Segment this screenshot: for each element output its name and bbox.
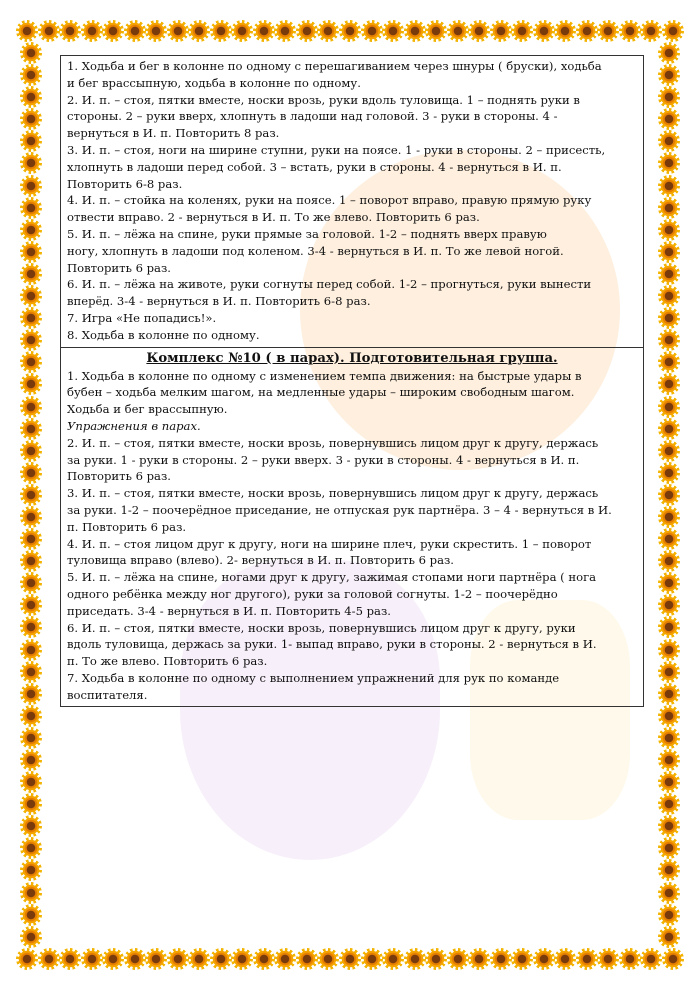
sunflower-icon	[298, 950, 316, 968]
sunflower-icon	[22, 287, 40, 305]
sunflower-icon	[233, 950, 251, 968]
sunflower-icon	[61, 950, 79, 968]
text-line: туловища вправо (влево). 2- вернуться в И. п. Повторить 6 раз.	[67, 553, 454, 568]
text-line: хлопнуть в ладоши перед собой. 3 – встать, руки в стороны. 4 - вернуться в И. п.	[67, 159, 562, 174]
sunflower-icon	[642, 22, 660, 40]
flower-border-bottom	[18, 946, 682, 972]
sunflower-icon	[660, 464, 678, 482]
sunflower-icon	[660, 486, 678, 504]
sunflower-icon	[427, 950, 445, 968]
sunflower-icon	[513, 22, 531, 40]
sunflower-icon	[18, 950, 36, 968]
sunflower-icon	[22, 177, 40, 195]
sunflower-icon	[22, 817, 40, 835]
text-line: и бег врассыпную, ходьба в колонне по одному.	[67, 75, 361, 90]
sunflower-icon	[449, 22, 467, 40]
sunflower-icon	[22, 552, 40, 570]
text-line: 3. И. п. – стоя, ноги на ширине ступни, руки на поясе. 1 - руки в стороны. 2 – присесть,	[67, 142, 606, 157]
pairs-subheading: Упражнения в парах.	[67, 418, 201, 433]
text-line: одного ребёнка между ног другого), руки за головой согнуты. 1-2 – поочерёдно	[67, 586, 558, 601]
text-line: 4. И. п. – стойка на коленях, руки на поясе. 1 – поворот вправо, правую прямую руку	[67, 193, 592, 208]
sunflower-icon	[599, 950, 617, 968]
sunflower-icon	[22, 243, 40, 261]
sunflower-icon	[660, 398, 678, 416]
sunflower-icon	[22, 596, 40, 614]
text-line: за руки. 1-2 – поочерёдное приседание, не отпуская рук партнёра. 3 – 4 - вернуться в И.	[67, 502, 612, 517]
text-line: Повторить 6 раз.	[67, 260, 171, 275]
sunflower-icon	[22, 906, 40, 924]
sunflower-icon	[660, 88, 678, 106]
sunflower-icon	[513, 950, 531, 968]
text-line: приседать. 3-4 - вернуться в И. п. Повторить 4-5 раз.	[67, 603, 391, 618]
text-line: 2. И. п. – стоя, пятки вместе, носки врозь, руки вдоль туловища. 1 – поднять руки в	[67, 92, 580, 107]
sunflower-icon	[22, 265, 40, 283]
sunflower-icon	[427, 22, 445, 40]
sunflower-icon	[22, 88, 40, 106]
text-line: ногу, хлопнуть в ладоши под коленом. 3-4 - вернуться в И. п. То же левой ногой.	[67, 243, 564, 258]
flower-border-right	[656, 44, 682, 946]
sunflower-icon	[660, 641, 678, 659]
text-line: 5. И. п. – лёжа на спине, ногами друг к другу, зажимая стопами ноги партнёра ( нога	[67, 570, 597, 585]
text-line: Повторить 6 раз.	[67, 469, 171, 484]
sunflower-icon	[660, 287, 678, 305]
sunflower-icon	[276, 22, 294, 40]
sunflower-icon	[664, 22, 682, 40]
text-line: 7. Ходьба в колонне по одному с выполнением упражнений для рук по команде	[67, 670, 560, 685]
exercise-section-1	[61, 56, 643, 347]
sunflower-icon	[341, 22, 359, 40]
sunflower-icon	[660, 839, 678, 857]
sunflower-icon	[578, 22, 596, 40]
text-line: за руки. 1 - руки в стороны. 2 – руки вверх. 3 - руки в стороны. 4 - вернуться в И. п.	[67, 452, 580, 467]
sunflower-icon	[22, 398, 40, 416]
sunflower-icon	[190, 950, 208, 968]
sunflower-icon	[22, 154, 40, 172]
sunflower-icon	[22, 928, 40, 946]
sunflower-icon	[599, 22, 617, 40]
sunflower-icon	[22, 44, 40, 62]
sunflower-icon	[660, 177, 678, 195]
sunflower-icon	[319, 22, 337, 40]
sunflower-icon	[660, 928, 678, 946]
sunflower-icon	[660, 773, 678, 791]
sunflower-icon	[556, 950, 574, 968]
text-line: 8. Ходьба в колонне по одному.	[67, 327, 260, 342]
sunflower-icon	[660, 685, 678, 703]
sunflower-icon	[83, 22, 101, 40]
sunflower-icon	[22, 574, 40, 592]
sunflower-icon	[83, 950, 101, 968]
text-line: 3. И. п. – стоя, пятки вместе, носки врозь, повернувшись лицом друг к другу, держась	[67, 486, 599, 501]
sunflower-icon	[384, 950, 402, 968]
sunflower-icon	[492, 950, 510, 968]
sunflower-icon	[449, 950, 467, 968]
sunflower-icon	[22, 751, 40, 769]
sunflower-icon	[660, 508, 678, 526]
flower-border-top	[18, 18, 682, 44]
sunflower-icon	[660, 375, 678, 393]
sunflower-icon	[470, 22, 488, 40]
sunflower-icon	[276, 950, 294, 968]
sunflower-icon	[22, 221, 40, 239]
sunflower-icon	[104, 950, 122, 968]
sunflower-icon	[406, 22, 424, 40]
sunflower-icon	[660, 132, 678, 150]
sunflower-icon	[341, 950, 359, 968]
sunflower-icon	[660, 596, 678, 614]
sunflower-icon	[126, 22, 144, 40]
sunflower-icon	[660, 552, 678, 570]
sunflower-icon	[642, 950, 660, 968]
sunflower-icon	[492, 22, 510, 40]
sunflower-icon	[660, 243, 678, 261]
sunflower-icon	[22, 773, 40, 791]
sunflower-icon	[660, 530, 678, 548]
text-line: 6. И. п. – лёжа на животе, руки согнуты перед собой. 1-2 – прогнуться, руки вынести	[67, 277, 592, 292]
sunflower-icon	[22, 110, 40, 128]
exercise-table	[60, 55, 644, 707]
sunflower-icon	[664, 950, 682, 968]
text-line: 5. И. п. – лёжа на спине, руки прямые за головой. 1-2 – поднять вверх правую	[67, 226, 547, 241]
sunflower-icon	[104, 22, 122, 40]
sunflower-icon	[660, 221, 678, 239]
sunflower-icon	[660, 729, 678, 747]
sunflower-icon	[319, 950, 337, 968]
sunflower-icon	[660, 817, 678, 835]
sunflower-icon	[18, 22, 36, 40]
sunflower-icon	[190, 22, 208, 40]
sunflower-icon	[621, 22, 639, 40]
text-line: бубен – ходьба мелким шагом, на медленные удары – широким свободным шагом.	[67, 385, 575, 400]
text-line: Повторить 6-8 раз.	[67, 176, 183, 191]
sunflower-icon	[298, 22, 316, 40]
sunflower-icon	[660, 110, 678, 128]
text-line: стороны. 2 – руки вверх, хлопнуть в ладоши над головой. 3 - руки в стороны. 4 -	[67, 109, 558, 124]
text-line: отвести вправо. 2 - вернуться в И. п. То же влево. Повторить 6 раз.	[67, 210, 480, 225]
sunflower-icon	[384, 22, 402, 40]
sunflower-icon	[169, 22, 187, 40]
sunflower-icon	[22, 464, 40, 482]
sunflower-icon	[40, 950, 58, 968]
sunflower-icon	[660, 353, 678, 371]
sunflower-icon	[660, 420, 678, 438]
sunflower-icon	[660, 884, 678, 902]
sunflower-icon	[169, 950, 187, 968]
sunflower-icon	[363, 950, 381, 968]
sunflower-icon	[660, 442, 678, 460]
sunflower-icon	[578, 950, 596, 968]
sunflower-icon	[660, 906, 678, 924]
text-line: 7. Игра «Не попадись!».	[67, 310, 217, 325]
sunflower-icon	[22, 618, 40, 636]
sunflower-icon	[22, 420, 40, 438]
sunflower-icon	[233, 22, 251, 40]
sunflower-icon	[22, 530, 40, 548]
sunflower-icon	[255, 950, 273, 968]
text-line: воспитателя.	[67, 687, 148, 702]
sunflower-icon	[22, 353, 40, 371]
sunflower-icon	[22, 795, 40, 813]
sunflower-icon	[22, 66, 40, 84]
text-line: 1. Ходьба и бег в колонне по одному с перешагиванием через шнуры ( бруски), ходьба	[67, 59, 602, 73]
sunflower-icon	[22, 839, 40, 857]
text-line: 2. И. п. – стоя, пятки вместе, носки врозь, повернувшись лицом друг к другу, держась	[67, 435, 599, 450]
sunflower-icon	[660, 618, 678, 636]
sunflower-icon	[363, 22, 381, 40]
text-line: вперёд. 3-4 - вернуться в И. п. Повторить 6-8 раз.	[67, 294, 371, 309]
sunflower-icon	[660, 66, 678, 84]
sunflower-icon	[22, 641, 40, 659]
sunflower-icon	[22, 309, 40, 327]
sunflower-icon	[470, 950, 488, 968]
text-line: 6. И. п. – стоя, пятки вместе, носки врозь, повернувшись лицом друг к другу, руки	[67, 620, 576, 635]
sunflower-icon	[22, 884, 40, 902]
exercise-section-2	[61, 347, 643, 707]
text-line: Ходьба и бег врассыпную.	[67, 402, 228, 417]
sunflower-icon	[126, 950, 144, 968]
sunflower-icon	[660, 663, 678, 681]
sunflower-icon	[660, 44, 678, 62]
sunflower-icon	[660, 751, 678, 769]
sunflower-icon	[660, 309, 678, 327]
sunflower-icon	[22, 508, 40, 526]
sunflower-icon	[22, 486, 40, 504]
sunflower-icon	[660, 707, 678, 725]
text-line: п. То же влево. Повторить 6 раз.	[67, 654, 268, 669]
text-line: 1. Ходьба в колонне по одному с изменением темпа движения: на быстрые удары в	[67, 368, 582, 383]
sunflower-icon	[61, 22, 79, 40]
sunflower-icon	[22, 331, 40, 349]
sunflower-icon	[22, 375, 40, 393]
sunflower-icon	[660, 331, 678, 349]
sunflower-icon	[660, 861, 678, 879]
sunflower-icon	[660, 574, 678, 592]
sunflower-icon	[40, 22, 58, 40]
text-line: п. Повторить 6 раз.	[67, 519, 187, 534]
sunflower-icon	[22, 199, 40, 217]
text-line: 4. И. п. – стоя лицом друг к другу, ноги на ширине плеч, руки скрестить. 1 – поворот	[67, 536, 592, 551]
sunflower-icon	[147, 950, 165, 968]
sunflower-icon	[660, 199, 678, 217]
sunflower-icon	[535, 950, 553, 968]
sunflower-icon	[212, 22, 230, 40]
sunflower-icon	[212, 950, 230, 968]
sunflower-icon	[22, 707, 40, 725]
text-line: вдоль туловища, держась за руки. 1- выпад вправо, руки в стороны. 2 - вернуться в И.	[67, 637, 597, 652]
sunflower-icon	[22, 861, 40, 879]
sunflower-icon	[22, 729, 40, 747]
sunflower-icon	[22, 663, 40, 681]
sunflower-icon	[22, 442, 40, 460]
sunflower-icon	[660, 795, 678, 813]
sunflower-icon	[535, 22, 553, 40]
flower-border-left	[18, 44, 44, 946]
sunflower-icon	[147, 22, 165, 40]
text-line: вернуться в И. п. Повторить 8 раз.	[67, 126, 280, 141]
sunflower-icon	[621, 950, 639, 968]
sunflower-icon	[556, 22, 574, 40]
sunflower-icon	[660, 154, 678, 172]
sunflower-icon	[22, 685, 40, 703]
sunflower-icon	[660, 265, 678, 283]
sunflower-icon	[22, 132, 40, 150]
sunflower-icon	[406, 950, 424, 968]
complex-10-title: Комплекс №10 ( в парах). Подготовительная группа.	[146, 350, 558, 366]
sunflower-icon	[255, 22, 273, 40]
